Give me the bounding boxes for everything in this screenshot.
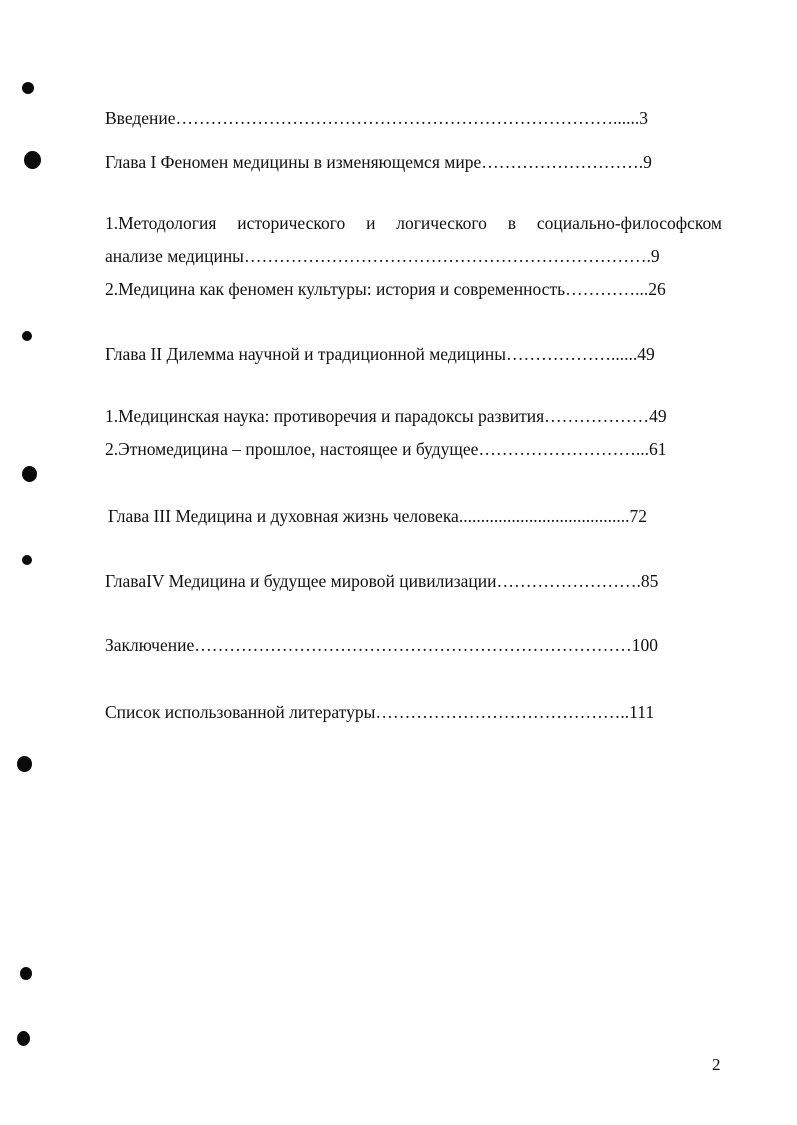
toc-entry-chapter-1-section-2: 2.Медицина как феномен культуры: история и современность…………...26 [105, 279, 666, 299]
toc-entry-chapter-2-section-1: 1.Медицинская наука: противоречия и парадоксы развития………………49 [105, 406, 667, 426]
toc-entry-chapter-1-section-1: 1.Методология исторического и логического в социально-философском [105, 213, 722, 233]
binder-hole [22, 555, 32, 565]
toc-entry-chapter-2-section-2: 2.Этномедицина – прошлое, настоящее и будущее………………………...61 [105, 439, 667, 459]
toc-entry-chapter-1: Глава I Феномен медицины в изменяющемся мире……………………….9 [105, 152, 652, 172]
binder-hole [17, 756, 32, 772]
toc-entry-chapter-1-section-1-continued: анализе медицины…………………………………………………………….9 [105, 246, 660, 266]
toc-entry-chapter-4: ГлаваIV Медицина и будущее мировой цивилизации…………………….85 [105, 571, 659, 591]
toc-entry-conclusion: Заключение…………………………………………………………………100 [105, 635, 658, 655]
binder-hole [22, 466, 37, 482]
toc-entry-chapter-3: Глава III Медицина и духовная жизнь человека.......................................72 [108, 506, 647, 526]
toc-entry-references: Список использованной литературы……………………………………..111 [105, 702, 655, 722]
binder-hole [22, 82, 34, 94]
binder-hole [22, 331, 32, 341]
binder-hole [20, 967, 32, 980]
toc-entry-chapter-2: Глава II Дилемма научной и традиционной медицины………………......49 [105, 344, 655, 364]
binder-hole [17, 1031, 30, 1046]
binder-hole [24, 151, 41, 169]
toc-entry-introduction: Введение…………………………………………………………………......3 [105, 108, 649, 128]
page-number: 2 [712, 1055, 721, 1074]
